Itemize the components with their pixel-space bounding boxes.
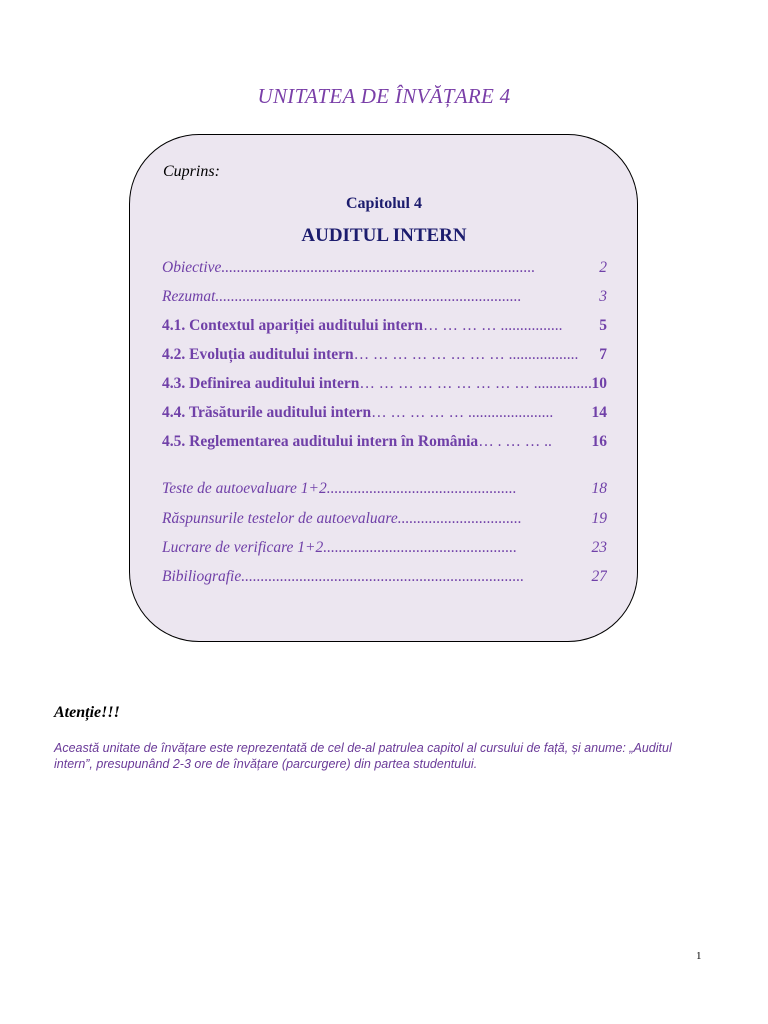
toc-entry-label: 4.1. Contextul apariției auditului intern <box>162 317 423 334</box>
toc-entry-label: 4.5. Reglementarea auditului intern în România <box>162 433 479 450</box>
contents-heading: Cuprins: <box>163 163 220 180</box>
toc-leader: … … … … ................ <box>422 317 563 334</box>
toc-leader: … . … … .. <box>478 433 552 450</box>
toc-entry-label: Bibiliografie <box>162 568 242 585</box>
toc-leader: … … … … … … … … … ............... <box>359 375 592 392</box>
toc-leader: ................................................................................. <box>221 259 536 276</box>
toc-page: 2 <box>599 259 607 276</box>
toc-page: 19 <box>591 510 607 527</box>
toc-leader: .................................................. <box>323 539 518 556</box>
toc-leader: ................................ <box>397 510 522 527</box>
toc-page: 7 <box>599 346 607 363</box>
toc-page: 18 <box>591 480 607 497</box>
toc-entry-label: 4.2. Evoluția auditului intern <box>162 346 354 363</box>
toc-entry-label: Răspunsurile testelor de autoevaluare <box>162 510 398 527</box>
toc-entry-label: Obiective <box>162 259 222 276</box>
toc-page: 14 <box>591 404 607 421</box>
toc-entry-4-3[interactable] <box>162 375 607 393</box>
toc-page: 3 <box>599 288 607 305</box>
toc-entry-4-2[interactable] <box>162 346 607 364</box>
toc-entry-answers[interactable] <box>162 510 607 528</box>
toc-entry-label: Rezumat <box>162 288 216 305</box>
toc-entry-label: 4.3. Definirea auditului intern <box>162 375 360 392</box>
toc-entry-self-tests[interactable] <box>162 480 607 498</box>
toc-entry-label: 4.4. Trăsăturile auditului intern <box>162 404 372 421</box>
toc-entry-label: Teste de autoevaluare 1+2 <box>162 480 327 497</box>
toc-entry-4-1[interactable] <box>162 317 607 335</box>
toc-page: 23 <box>591 539 607 556</box>
toc-leader: … … … … … … … … .................. <box>353 346 579 363</box>
toc-entry-objectives[interactable] <box>162 259 607 277</box>
note-text: Această unitate de învățare este reprezentată de cel de-al patrulea capitol al cursului de față, și anume: „Auditul intern”, presupunând 2-3 ore de învățare (parcurgere) din partea studentului. <box>54 741 672 771</box>
toc-page: 27 <box>591 568 607 585</box>
toc-entry-4-5[interactable] <box>162 433 607 451</box>
toc-entry-summary[interactable] <box>162 288 607 306</box>
chapter-title: AUDITUL INTERN <box>301 225 467 246</box>
toc-page: 16 <box>591 433 607 450</box>
toc-leader: ......................................................................... <box>241 568 525 585</box>
toc-page: 5 <box>599 317 607 334</box>
toc-leader: ............................................................................... <box>215 288 522 305</box>
toc-leader: ................................................. <box>326 480 517 497</box>
toc-page: 10 <box>591 375 607 392</box>
toc-leader: … … … … … ...................... <box>371 404 554 421</box>
page-number: 1 <box>696 950 702 962</box>
toc-entry-assignment[interactable] <box>162 539 607 557</box>
unit-title: UNITATEA DE ÎNVĂȚARE 4 <box>257 84 511 108</box>
toc-entry-label: Lucrare de verificare 1+2 <box>162 539 324 556</box>
chapter-number: Capitolul 4 <box>345 195 422 212</box>
toc-entry-bibliography[interactable] <box>162 568 607 586</box>
note-heading: Atenție!!! <box>54 704 120 721</box>
toc-entry-4-4[interactable] <box>162 404 607 422</box>
